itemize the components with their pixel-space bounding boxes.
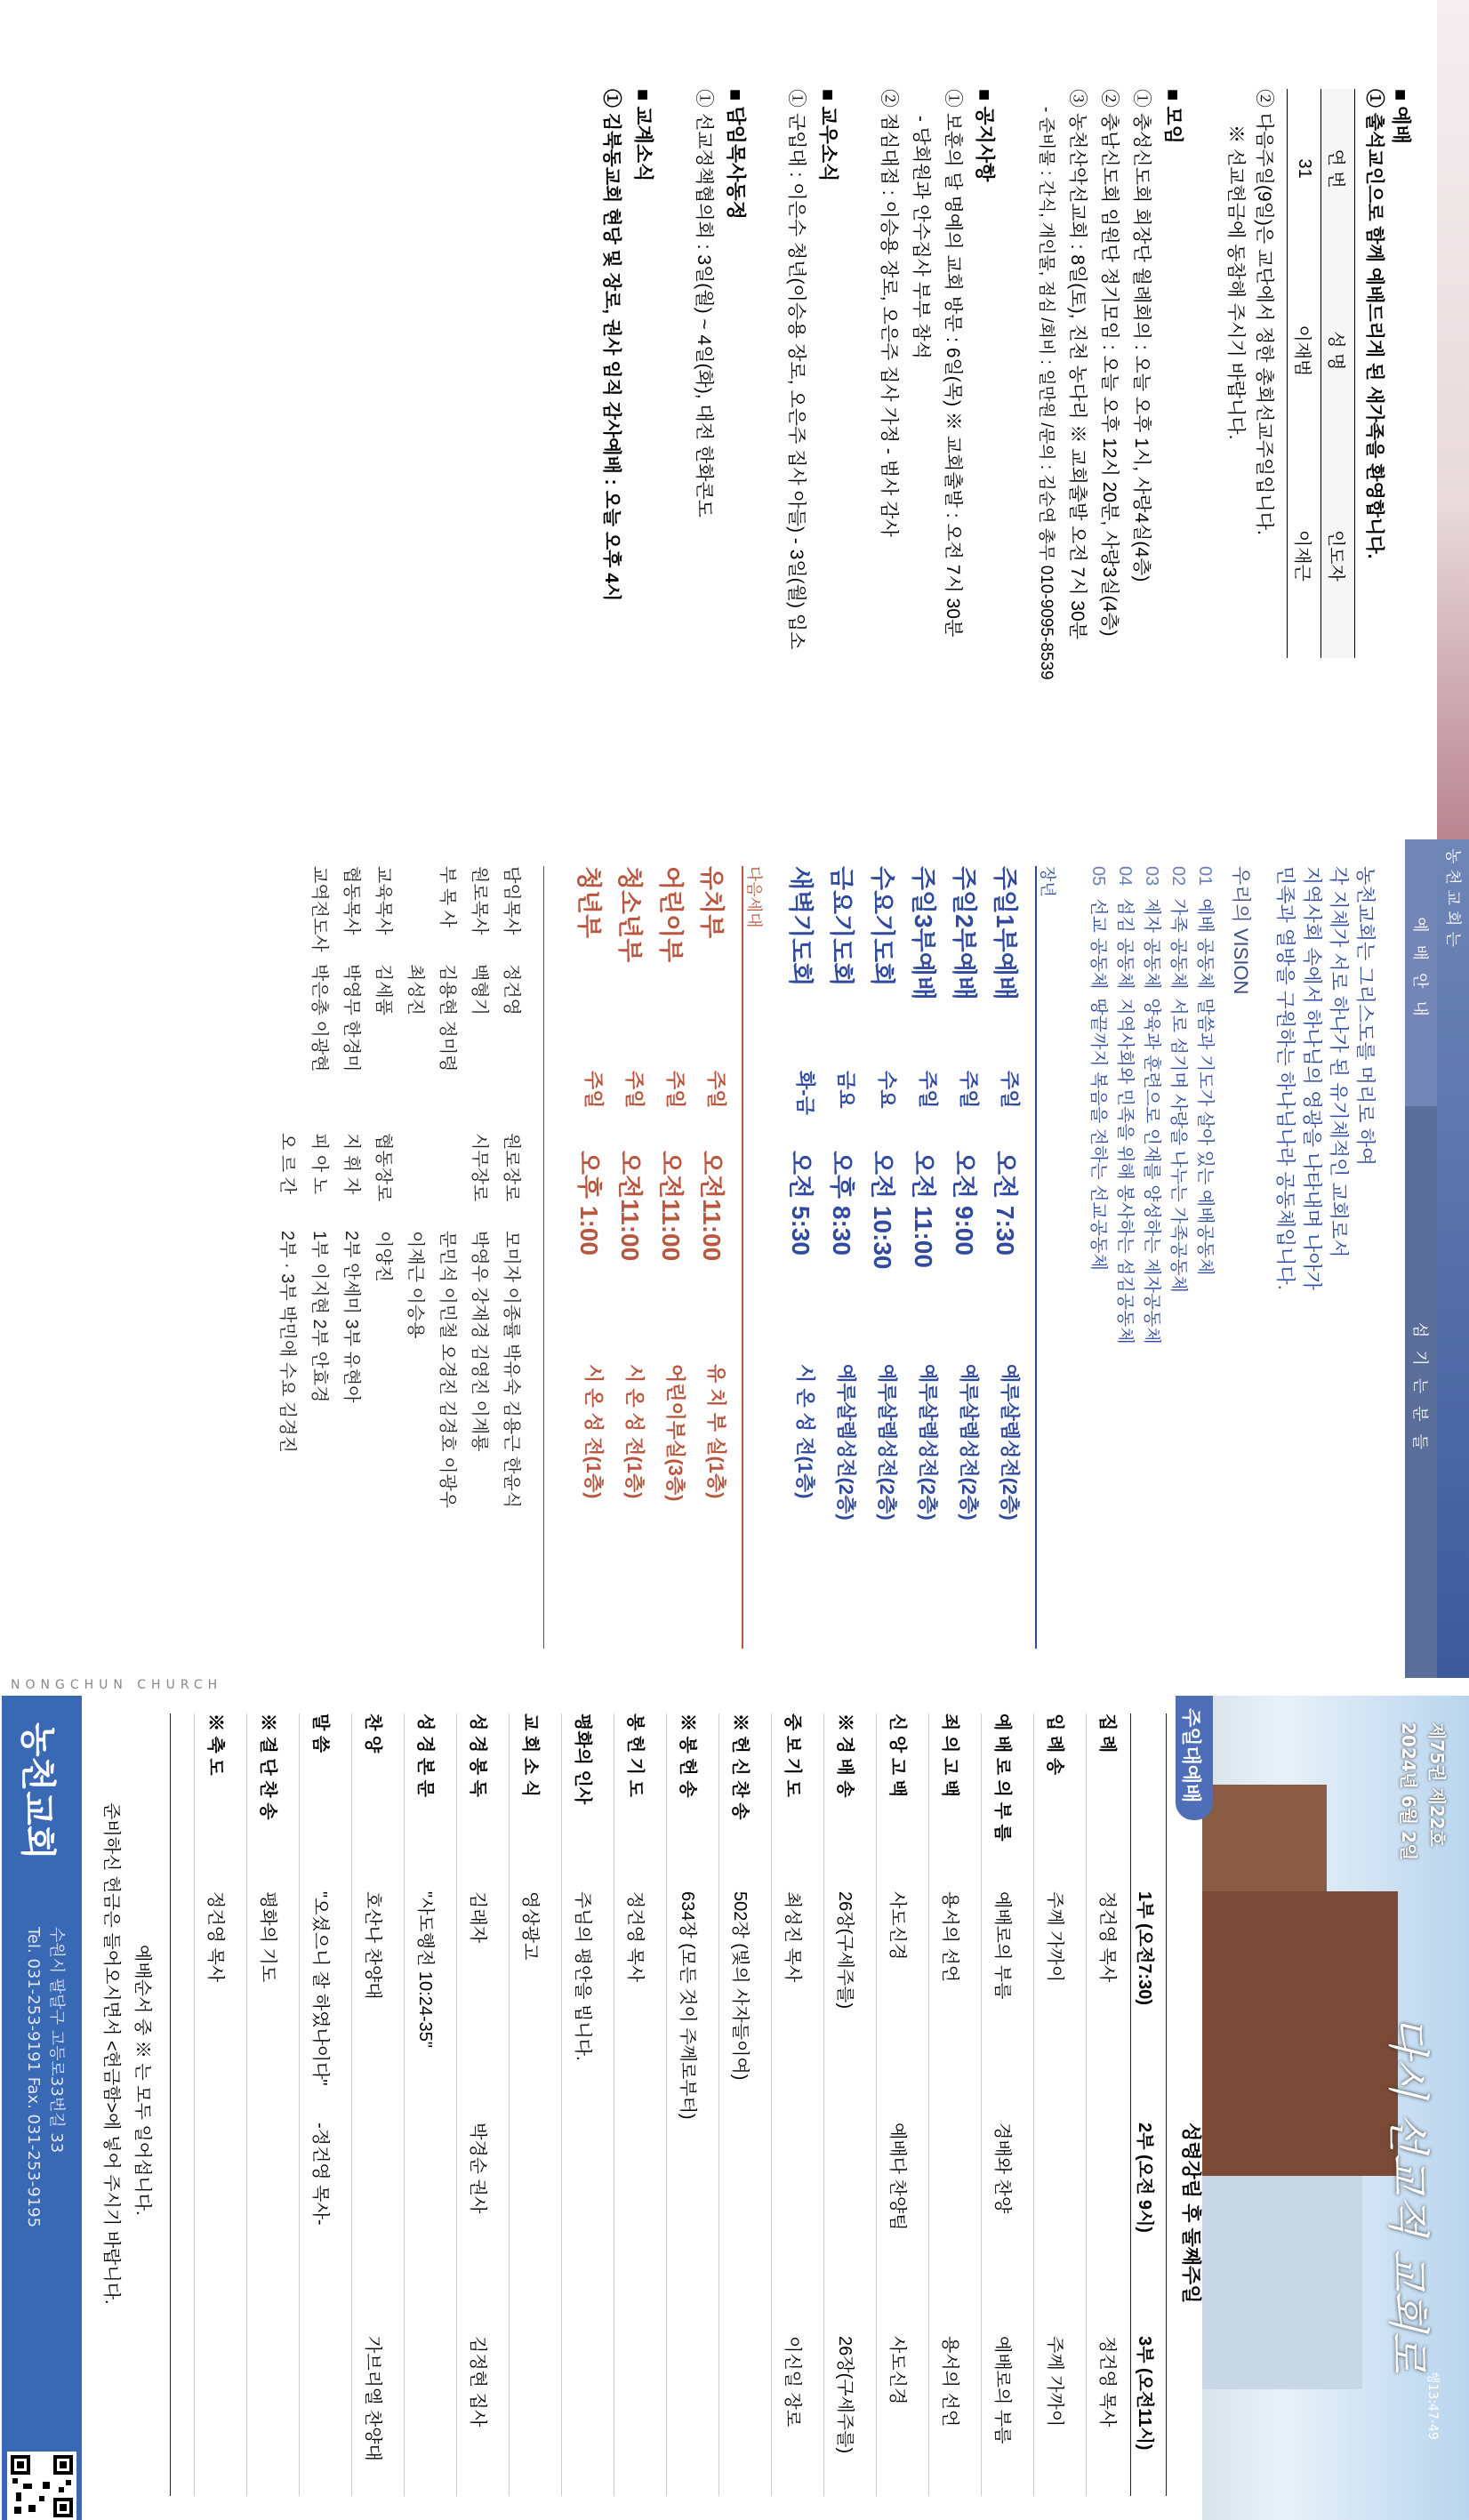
table-cell: 31 <box>1288 89 1321 248</box>
order-row <box>886 1713 912 2496</box>
staff-row: 오 르 간 2부 · 3부 박민애 수요 김경진 <box>277 1133 297 1453</box>
schedule-row: 유치부 주일 오전11:00 유 치 부 실(1층) <box>698 866 727 1499</box>
church-photo <box>1202 1696 1469 2520</box>
table-header: 연 번 <box>1321 89 1355 248</box>
notice-item-1: ① 보훈의 달 명예의 교회 방문 : 6일(목) ※ 교회출발 : 오전 7시 30분 <box>943 89 963 638</box>
order-row <box>991 1713 1017 2496</box>
staff-row: 담임목사 정건영 원로장로 모미자 이종률 박유숙 김용근 한윤식 <box>502 866 521 1509</box>
order-cell: 영상광고 <box>520 1891 540 1961</box>
worship-heading: ■ 예배 <box>1390 89 1412 144</box>
divider <box>299 1713 300 2496</box>
vision-item: 05선교 공동체땅끝까지 복음을 전하는 선교공동체 <box>1088 866 1108 1271</box>
order-cell: 김래자 <box>468 1891 487 1943</box>
divider <box>823 1713 824 2496</box>
intro-line-4: 민족과 열방을 구원하는 하나님나라 공동체입니다. <box>1274 866 1296 1290</box>
intro-top-bar <box>1437 839 1469 1678</box>
order-cell: 가브리엘 찬양대 <box>363 2336 382 2461</box>
schedule-row: 주일3부예배 주일 오전 11:00 예루살렘성전(2층) <box>910 866 939 1521</box>
schedule-row: 주일1부예배 주일 오전 7:30 예루살렘성전(2층) <box>991 866 1021 1521</box>
church-name: 농천교회 <box>17 1722 58 1860</box>
building-shape <box>1202 1891 1398 2176</box>
order-label: 성 경 본 문 <box>415 1713 435 1797</box>
worship-note: ※ 선교헌금에 동참해 주시기 바랍니다. <box>1225 124 1246 440</box>
calligraphy-ref: 행13:47-49 <box>1425 2372 1440 2440</box>
divider <box>742 866 743 1649</box>
order-cell: 평화의 기도 <box>258 1891 277 1983</box>
order-row <box>1096 1713 1122 2496</box>
order-cell: 예배로의 부름 <box>992 1891 1012 2000</box>
footer-note-1: 예배순서 중 ※ 는 모두 일어섭니다. <box>132 1945 152 2216</box>
schedule-row: 어린이부 주일 오전11:00 어린이부실(3층) <box>657 866 686 1502</box>
member-news-heading: ■ 교우소식 <box>817 89 839 182</box>
next-gen-section-label: 다음세대 <box>744 866 763 928</box>
intro-panel <box>0 839 1469 1678</box>
order-row <box>728 1713 755 2496</box>
schedule-row: 주일2부예배 주일 오전 9:00 예루살렘성전(2층) <box>951 866 980 1521</box>
divider <box>456 1713 457 2496</box>
intro-line-3: 지역사회 속에서 하나님의 영광을 나타내며 나아가 <box>1301 866 1323 1290</box>
divider <box>1130 1713 1131 2496</box>
order-row <box>361 1713 388 2496</box>
meeting-item-3-detail: - 준비물 : 간식, 개인물, 점심 /회비 : 일만원 /문의 : 김순연 총무 010-9095-8539 <box>1037 107 1056 680</box>
servants-tab: 섬기는분들 <box>1405 1106 1437 1678</box>
qr-code-icon <box>7 2452 76 2520</box>
order-label: 봉 헌 기 도 <box>625 1713 645 1797</box>
building-glass-shape <box>1202 2176 1362 2389</box>
staff-row: 교역전도사 박은총 이광현 피 아 노 1부 이지현 2부 안효경 <box>309 866 329 1403</box>
intro-line-2: 각 지체가 서로 하나가 된 유기체적인 교회로서 <box>1328 866 1350 1258</box>
notice-item-1-detail: - 당회원과 안수집사 부부 참석 <box>911 116 931 359</box>
order-label: 말 씀 <box>310 1713 330 1754</box>
intro-top-label: 농천교회는 <box>1443 848 1462 952</box>
order-cell: 정건영 목사 <box>205 1891 225 1983</box>
divider <box>561 1713 562 2496</box>
divider <box>170 1713 171 2496</box>
meeting-item-3: ③ 농천산악선교회 : 8일(토), 진천 농다리 ※ 교회출발 오전 7시 30분 <box>1067 89 1088 640</box>
divider <box>509 1713 510 2496</box>
church-world-heading: ■ 교계소식 <box>632 89 654 182</box>
order-label: ※ 봉 헌 송 <box>678 1713 697 1798</box>
divider <box>1086 1713 1087 2496</box>
order-label: 찬 양 <box>363 1713 382 1754</box>
order-cell: 26장(구세주를) <box>835 1891 855 2010</box>
news-top-bar <box>1437 0 1469 839</box>
order-cell: 이신일 장로 <box>783 2336 802 2428</box>
order-cell: "오셨으니 잘 하였나이다" <box>310 1891 330 2086</box>
order-row <box>466 1713 493 2496</box>
order-cell: 26장(구세주를) <box>835 2336 855 2454</box>
schedule-row: 수요기도회 수요 오전 10:30 예루살렘성전(2층) <box>869 866 898 1521</box>
order-cell: 주께 가까이 <box>1045 2336 1064 2428</box>
divider <box>543 866 544 1649</box>
worship-item-1: ① 출석교인으로 함께 예배드리게 된 새가족을 환영합니다. <box>1364 89 1385 559</box>
staff-row: 원로목사 백형기 시무장로 박영우 강재경 김영진 이계룡 <box>470 866 489 1452</box>
order-cell: 예배다 찬양팀 <box>887 2123 907 2231</box>
order-row <box>518 1713 545 2496</box>
divider <box>876 1713 877 2496</box>
order-cell: 주님의 평안을 빕니다. <box>573 1891 592 2061</box>
intro-line-1: 농천교회는 그리스도를 머리로 하여 <box>1354 866 1377 1167</box>
order-label: 중 보 기 도 <box>783 1713 802 1797</box>
order-cell: 호산나 찬양대 <box>363 1891 382 2000</box>
church-address: 수원시 팔달구 고등로33번길 33 <box>47 1927 66 2154</box>
order-row <box>833 1713 860 2496</box>
order-header: 1부 (오전7:30) 2부 (오전 9시) 3부 (오전11시) <box>1135 1891 1154 2451</box>
divider <box>1035 866 1037 1649</box>
footer-note-2: 준비하신 헌금은 들어오시면서 <헌금함>에 넣어 주시기 바랍니다. <box>101 1802 121 2305</box>
date-label: 2024년 6월 2일 <box>1398 1722 1419 1861</box>
order-cell: 예배로의 부름 <box>992 2336 1012 2444</box>
order-row <box>413 1713 440 2496</box>
order-label: 교 회 소 식 <box>520 1713 540 1797</box>
order-row <box>938 1713 965 2496</box>
order-cell: 634장 (모든 것이 주께로부터) <box>678 1891 697 2120</box>
table-row <box>1288 89 1321 658</box>
pastor-heading: ■ 담임목사동정 <box>725 89 747 220</box>
order-label: 죄 의 고 백 <box>940 1713 959 1797</box>
order-row <box>1043 1713 1070 2496</box>
order-row <box>256 1713 283 2496</box>
worship-info-tab: 예배안내 <box>1405 839 1437 1106</box>
divider <box>666 1713 667 2496</box>
order-cell: 용서의 선언 <box>940 1891 959 1983</box>
main-worship-ribbon: 주일대예배 <box>1176 1696 1213 1820</box>
order-label: ※ 경 배 송 <box>835 1713 855 1798</box>
vision-item: 02가족 공동체서로 섬기며 사랑을 나누는 가족공동체 <box>1168 866 1188 1293</box>
attendance-table <box>1287 89 1355 658</box>
divider <box>246 1713 247 2496</box>
order-cell: 경배와 찬양 <box>992 2123 1012 2214</box>
divider <box>718 1713 719 2496</box>
divider <box>1033 1713 1034 2496</box>
order-cell: 정건영 목사 <box>1097 1891 1117 1983</box>
order-cell: 502장 (빛의 사자들이여) <box>730 1891 750 2081</box>
order-cell: 정건영 목사 <box>625 1891 645 1983</box>
member-news-item-1: ① 군입대 : 이은수 청년(이승용 장로, 오은주 집사 아들) - 3일(월) 입소 <box>786 89 807 650</box>
church-name-english <box>0 1664 1469 1678</box>
divider <box>928 1713 929 2496</box>
table-header: 성 명 <box>1321 248 1355 453</box>
notice-item-2: ② 점심대접 : 이승용 장로, 오은주 집사 가정 - 범사 감사 <box>879 89 899 537</box>
building-wing-shape <box>1202 1785 1327 1891</box>
order-cell: 최성진 목사 <box>783 1891 802 1983</box>
schedule-row: 청소년부 주일 오전11:00 시 온 성 전(1층) <box>616 866 646 1499</box>
divider <box>1166 1713 1167 2496</box>
order-row <box>781 1713 807 2496</box>
table-cell: 이재범 <box>1288 248 1321 453</box>
vision-title: 우리의 VISION <box>1230 866 1252 995</box>
divider <box>194 1713 195 2496</box>
schedule-row: 금요기도회 금요 오후 8:30 예루살렘성전(2층) <box>828 866 857 1521</box>
meeting-heading: ■ 모임 <box>1162 89 1184 144</box>
order-cell: 용서의 선언 <box>940 2336 959 2428</box>
church-name-en-vertical: NONGCHUN CHURCH <box>11 1678 223 1692</box>
church-world-item-1: ① 김북동교회 현당 및 장로, 권사 임직 감사예배 : 오늘 오후 4시 <box>601 89 622 602</box>
adult-section-label: 장년 <box>1038 866 1056 897</box>
order-cell: 사도신경 <box>887 2336 907 2405</box>
staff-row: 교육목사 김세품 협동장로 이양진 <box>373 866 393 1282</box>
order-row <box>571 1713 598 2496</box>
order-cell: 김정현 집사 <box>468 2336 487 2428</box>
order-label: ※ 헌 신 찬 송 <box>730 1713 750 1820</box>
cover-panel <box>0 1678 1469 2520</box>
staff-row: 부 목 사 김용현 정미령 문민석 이민철 오경진 김경호 이광우 <box>437 866 457 1509</box>
order-row <box>676 1713 702 2496</box>
schedule-row: 청년부 주일 오후 1:00 시 온 성 전(1층) <box>575 866 605 1499</box>
church-footer-bar <box>2 1696 82 2520</box>
order-row <box>204 1713 230 2496</box>
table-cell: 이재근 <box>1288 453 1321 658</box>
order-label: 성 경 봉 독 <box>468 1713 487 1797</box>
order-cell: 사도신경 <box>887 1891 907 1961</box>
divider <box>404 1713 405 2496</box>
order-label: 신 앙 고 백 <box>887 1713 907 1797</box>
order-label: 집 례 <box>1097 1713 1117 1754</box>
church-tel: Tel. 031-253-9191 Fax. 031-253-9195 <box>24 1927 43 2228</box>
order-label: 평화의 인사 <box>573 1713 592 1805</box>
meeting-item-2: ② 충남신도회 임원단 정기모임 : 오늘 오후 12시 20분, 사랑3실(4층) <box>1099 89 1120 637</box>
staff-row: 협동목사 박영무 한경미 지 휘 자 2부 안세미 3부 유현아 <box>341 866 361 1403</box>
order-cell: 정건영 목사 <box>1097 2336 1117 2428</box>
calligraphy-title: 다시 선교적 교회로 <box>1383 2016 1433 2373</box>
order-label: ※ 결 단 찬 송 <box>258 1713 277 1820</box>
vision-item: 03제자 공동체양육과 훈련으로 인재를 양성하는 제자공동체 <box>1142 866 1161 1344</box>
meeting-item-1: ① 충성신도회 회장단 월례회의 : 오늘 오후 1시, 사랑4실(4층) <box>1131 89 1152 582</box>
order-label: 예 배 로 의 부 름 <box>992 1713 1012 1842</box>
pastor-item-1: ① 선교정책협의회 : 3일(월) ~ 4일(화), 대전 한화콘도 <box>694 89 714 518</box>
schedule-row: 새벽기도회 화-금 오전 5:30 시 온 성 전(1층) <box>787 866 816 1499</box>
vision-item: 01예배 공동체말씀과 기도가 살아 있는 예배공동체 <box>1195 866 1215 1276</box>
order-label: ※ 축 도 <box>205 1713 225 1776</box>
order-cell: 주께 가까이 <box>1045 1891 1064 1983</box>
order-row <box>309 1713 335 2496</box>
order-label: 입 례 송 <box>1045 1713 1064 1776</box>
order-cell: -정건영 목사- <box>310 2123 330 2226</box>
divider <box>981 1713 982 2496</box>
order-row <box>623 1713 650 2496</box>
order-cell: "사도행전 10:24-35" <box>415 1891 435 2048</box>
worship-item-2: ② 다음주일(9일)은 교단에서 정한 총회선교주일입니다. <box>1254 89 1274 535</box>
vision-item: 04섬김 공동체지역사회와 민족을 위해 봉사하는 섬김공동체 <box>1115 866 1135 1344</box>
volume-label: 제75권 제22호 <box>1426 1722 1448 1847</box>
table-header: 인도자 <box>1321 453 1355 658</box>
order-cell: 박경순 권사 <box>468 2123 487 2214</box>
divider <box>351 1713 352 2496</box>
divider <box>771 1713 772 2496</box>
staff-row: 최성진 이재근 이승용 <box>405 964 425 1339</box>
notice-heading: ■ 공지사항 <box>974 89 996 182</box>
week-title: 성령강림 후 둘째주일 <box>1180 2123 1202 2304</box>
church-news-panel <box>0 0 1469 839</box>
